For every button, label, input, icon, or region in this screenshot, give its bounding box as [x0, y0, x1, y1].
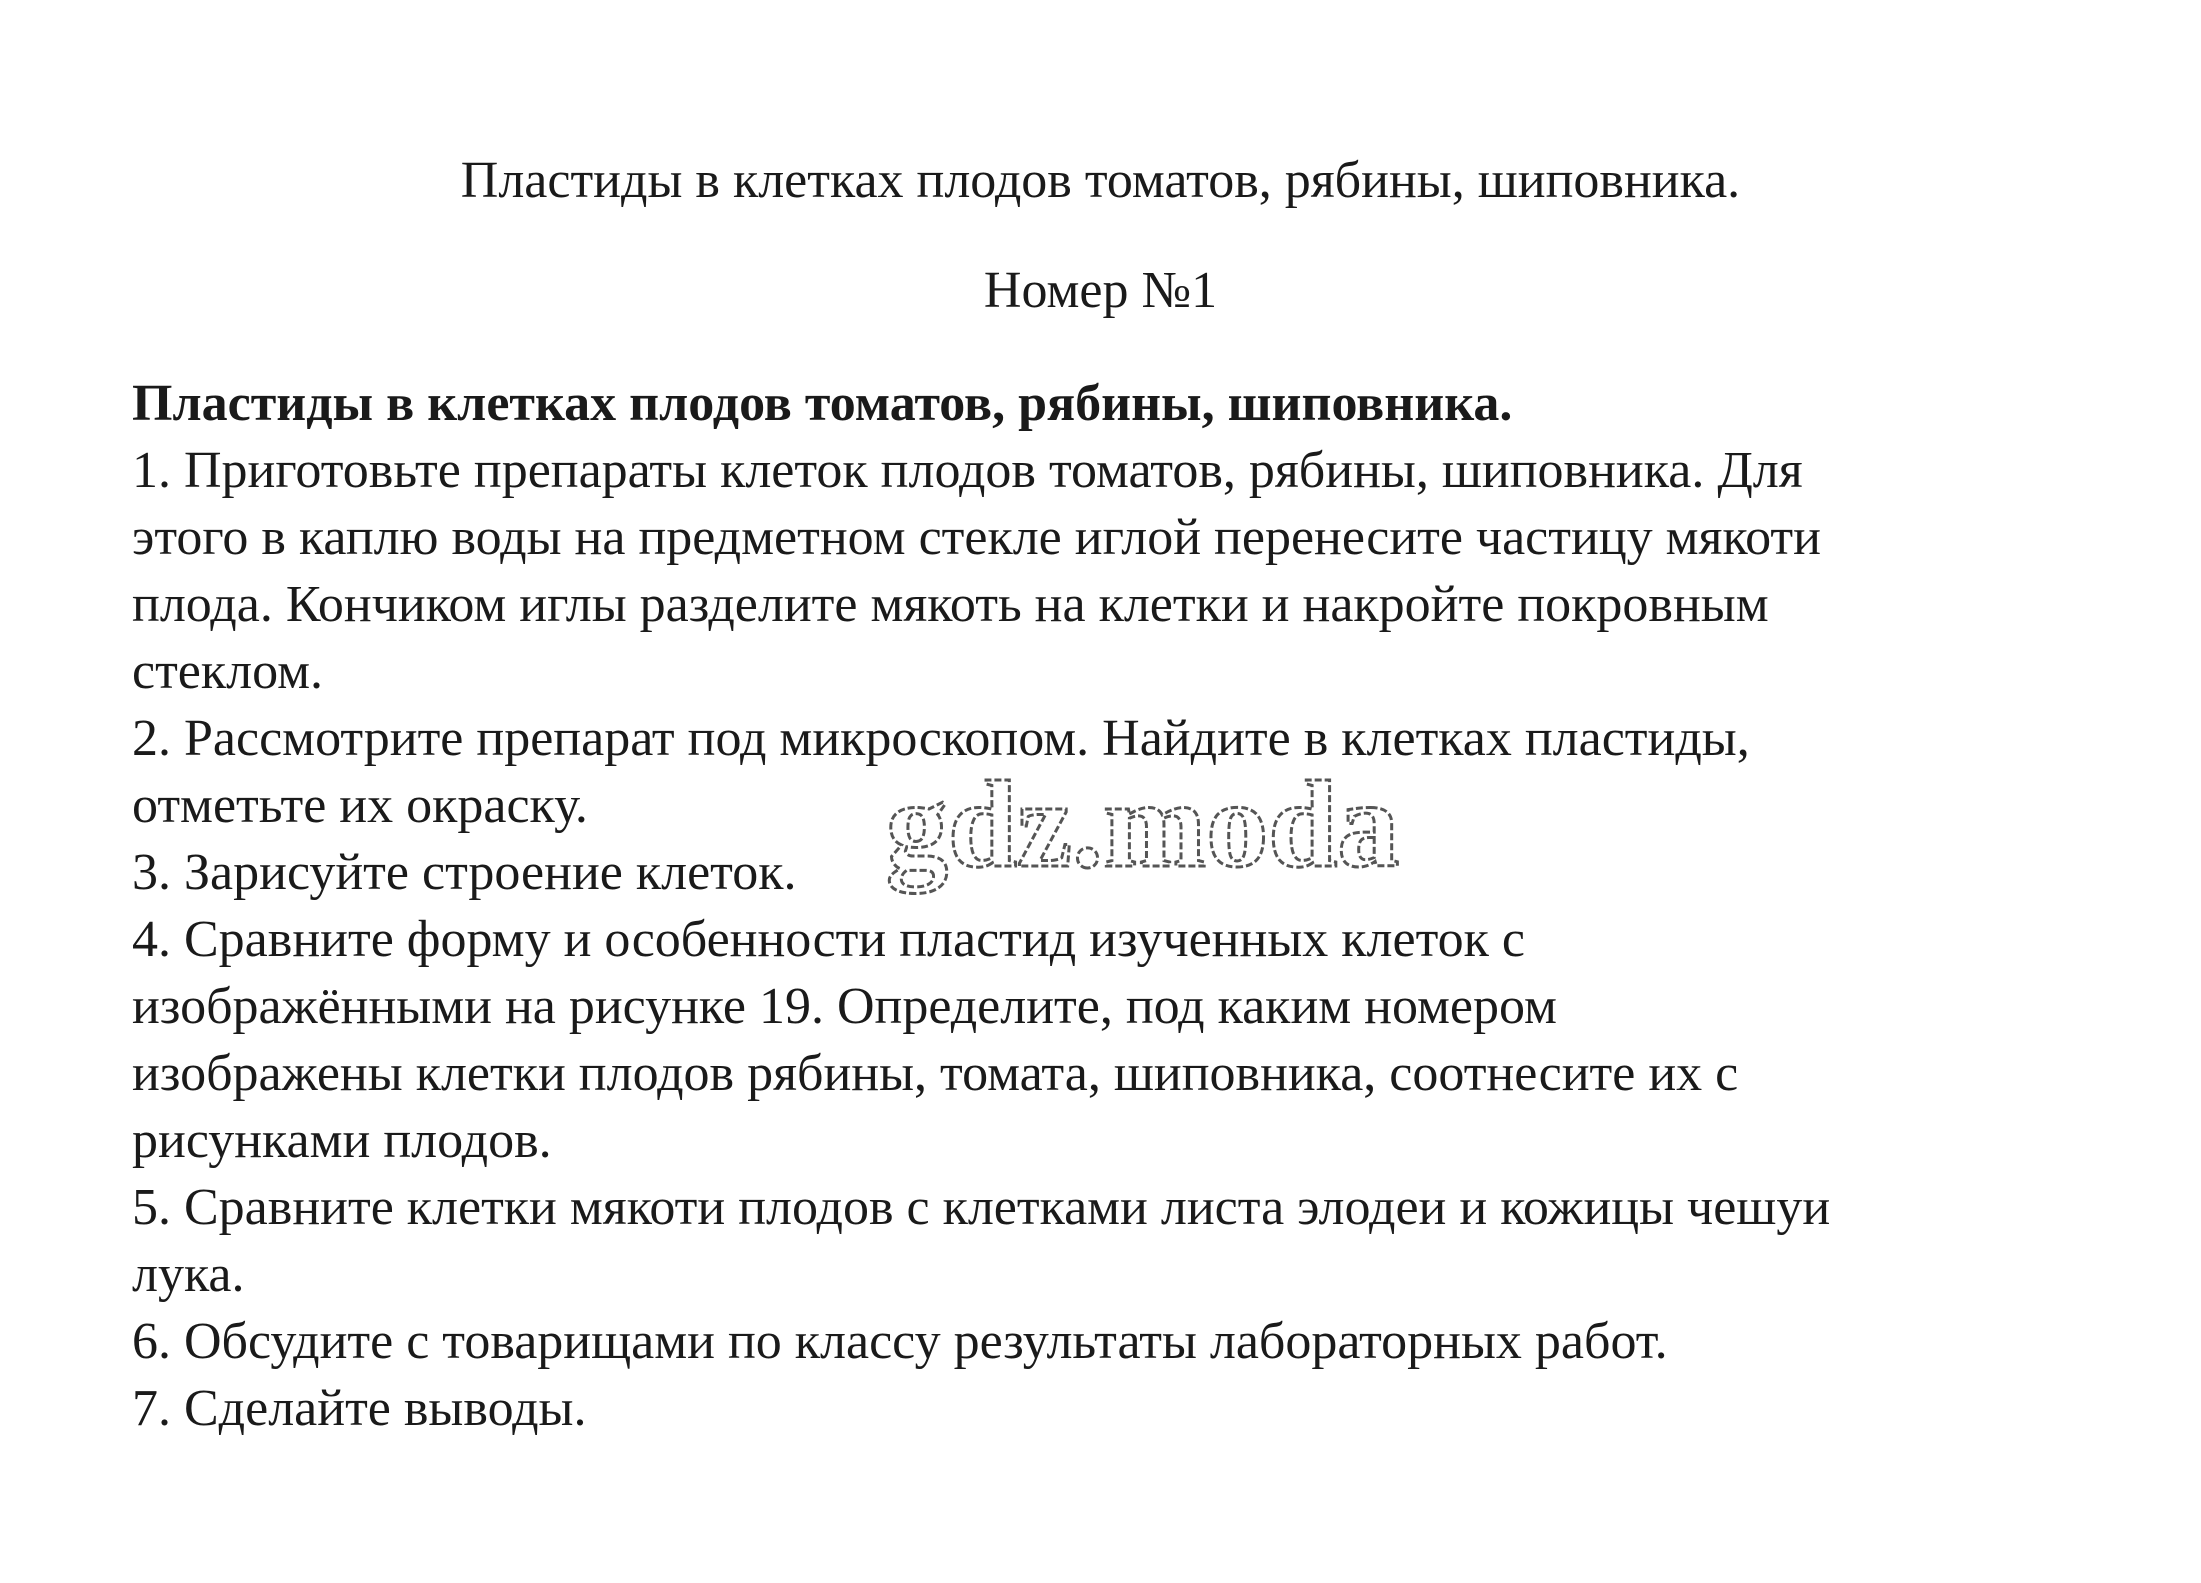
watermark-text: gdz.moda	[886, 758, 1400, 893]
task-heading: Пластиды в клетках плодов томатов, рябины, шиповника.	[132, 375, 1513, 432]
text-line: рисунками плодов.	[132, 1112, 552, 1169]
text-line: 2. Рассмотрите препарат под микроскопом. Найдите в клетках пластиды,	[132, 710, 1750, 767]
text-line: лука.	[132, 1246, 245, 1303]
task-number: Номер №1	[983, 262, 1218, 319]
text-line: плода. Кончиком иглы разделите мякоть на клетки и накройте покровным	[132, 576, 1769, 633]
text-line: 5. Сравните клетки мякоти плодов с клетками листа элодеи и кожицы чешуи	[132, 1179, 1831, 1236]
text-line: изображены клетки плодов рябины, томата, шиповника, соотнесите их с	[132, 1045, 1739, 1102]
text-line: изображёнными на рисунке 19. Определите, под каким номером	[132, 978, 1557, 1035]
text-line: отметьте их окраску.	[132, 777, 588, 834]
text-line: 7. Сделайте выводы.	[132, 1380, 587, 1437]
text-line: стеклом.	[132, 643, 324, 700]
page-title: Пластиды в клетках плодов томатов, рябины, шиповника.	[460, 152, 1741, 209]
text-line: 6. Обсудите с товарищами по классу результаты лабораторных работ.	[132, 1313, 1668, 1370]
watermark-logo	[880, 758, 1520, 918]
text-line: 3. Зарисуйте строение клеток.	[132, 844, 797, 901]
text-line: 4. Сравните форму и особенности пластид изученных клеток с	[132, 911, 1525, 968]
text-line: этого в каплю воды на предметном стекле иглой перенесите частицу мякоти	[132, 509, 1821, 566]
watermark	[880, 758, 1520, 918]
text-line: 1. Приготовьте препараты клеток плодов томатов, рябины, шиповника. Для	[132, 442, 1803, 499]
